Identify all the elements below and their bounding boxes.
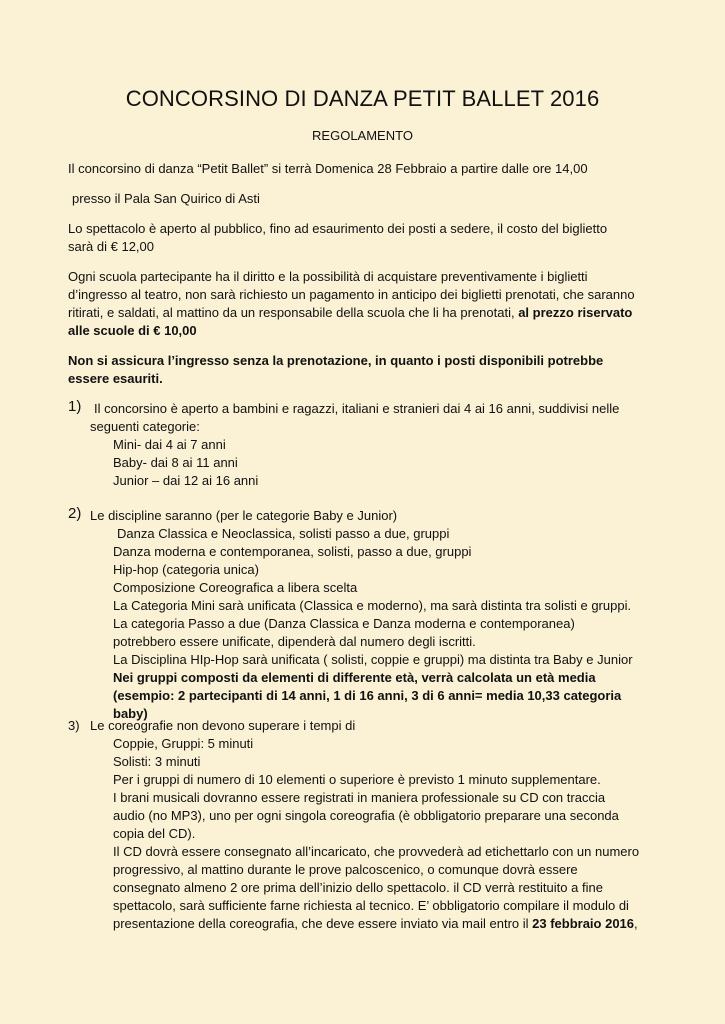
category-mini: Mini- dai 4 ai 7 anni: [113, 437, 226, 452]
age-average-rule-2: (esempio: 2 partecipanti di 14 anni, 1 di 16 anni, 3 di 6 anni= media 10,33 categoria: [113, 688, 622, 703]
tickets-line-3-text: ritirati, e saldati, al mattino da un responsabile della scuola che li ha prenotati,: [68, 305, 519, 320]
section-2-line-1: Le discipline saranno (per le categorie Baby e Junior): [90, 508, 398, 523]
music-note-1: I brani musicali dovranno essere registrati in maniera professionale su CD con traccia: [113, 790, 606, 805]
section-2-number: 2): [68, 505, 82, 522]
discipline-moderna: Danza moderna e contemporanea, solisti, passo a due, gruppi: [113, 544, 472, 559]
cd-note-5-text: presentazione della coreografia, che deve essere inviato via mail entro il: [113, 916, 533, 931]
cd-note-5: [113, 915, 638, 933]
section-3-line-1: Le coreografie non devono superare i tempi di: [90, 718, 356, 733]
cd-note-3: consegnato almeno 2 ore prima dell’inizio dello spettacolo. il CD verrà restituito a fine: [113, 880, 603, 895]
tickets-line-1: Ogni scuola partecipante ha il diritto e la possibilità di acquistare preventivamente i biglietti: [68, 269, 588, 284]
discipline-hiphop: Hip-hop (categoria unica): [113, 562, 259, 577]
section-1-line-2: seguenti categorie:: [90, 419, 200, 434]
section-1-number: 1): [68, 398, 82, 415]
deadline-date: 23 febbraio 2016: [532, 916, 635, 931]
age-average-rule-1: Nei gruppi composti da elementi di differente età, verrà calcolata un età media: [113, 670, 596, 685]
cd-note-4: spettacolo, sarà sufficiente farne richiesta al tecnico. E’ obbligatorio compilare il modulo di: [113, 898, 629, 913]
category-baby: Baby- dai 8 ai 11 anni: [113, 455, 238, 470]
music-note-3: copia del CD).: [113, 826, 196, 841]
warning-line-1: Non si assicura l’ingresso senza la prenotazione, in quanto i posti disponibili potrebbe: [68, 353, 604, 368]
cd-note-2: progressivo, al mattino durante le prove palcoscenico, o comunque dovrà essere: [113, 862, 578, 877]
discipline-note-hiphop: La Disciplina HIp-Hop sarà unificata ( solisti, coppie e gruppi) ma distinta tra Baby e Junior: [113, 652, 633, 667]
discipline-note-mini: La Categoria Mini sarà unificata (Classica e moderno), ma sarà distinta tra solisti e gruppi.: [113, 598, 632, 613]
time-solisti: Solisti: 3 minuti: [113, 754, 201, 769]
tickets-price-highlight: al prezzo riservato: [518, 305, 633, 320]
tickets-line-2: d’ingresso al teatro, non sarà richiesto un pagamento in anticipo dei biglietti prenotati, che saranno: [68, 287, 635, 302]
warning-line-2: essere esauriti.: [68, 371, 163, 386]
document-title: CONCORSINO DI DANZA PETIT BALLET 2016: [125, 86, 600, 111]
music-note-2: audio (no MP3), uno per ogni singola coreografia (è obbligatorio preparare una seconda: [113, 808, 619, 823]
discipline-composizione: Composizione Coreografica a libera scelta: [113, 580, 358, 595]
time-coppie-gruppi: Coppie, Gruppi: 5 minuti: [113, 736, 254, 751]
document-subtitle: REGOLAMENTO: [312, 128, 413, 143]
time-extra-note: Per i gruppi di numero di 10 elementi o superiore è previsto 1 minuto supplementare.: [113, 772, 601, 787]
intro-line-1: Il concorsino di danza “Petit Ballet” si terrà Domenica 28 Febbraio a partire dalle ore 14,00: [68, 161, 588, 176]
age-average-rule-3: baby): [113, 706, 148, 721]
cd-note-1: Il CD dovrà essere consegnato all’incaricato, che provvederà ad etichettarlo con un numero: [113, 844, 640, 859]
discipline-note-passo-2: potrebbero essere unificate, dipenderà dal numero degli iscritti.: [113, 634, 476, 649]
intro-line-3: Lo spettacolo è aperto al pubblico, fino ad esaurimento dei posti a sedere, il costo del biglietto: [68, 221, 608, 236]
intro-line-4: sarà di € 12,00: [68, 239, 155, 254]
discipline-classica: Danza Classica e Neoclassica, solisti passo a due, gruppi: [117, 526, 450, 541]
intro-line-2: presso il Pala San Quirico di Asti: [72, 191, 260, 206]
tickets-line-3: [68, 304, 632, 322]
section-1-line-1: Il concorsino è aperto a bambini e ragazzi, italiani e stranieri dai 4 ai 16 anni, suddivisi nelle: [94, 401, 620, 416]
cd-note-5-end: ,: [634, 916, 638, 931]
category-junior: Junior – dai 12 ai 16 anni: [113, 473, 259, 488]
section-3-number: 3): [68, 718, 80, 733]
tickets-line-4: alle scuole di € 10,00: [68, 323, 197, 338]
discipline-note-passo-1: La categoria Passo a due (Danza Classica e Danza moderna e contemporanea): [113, 616, 575, 631]
